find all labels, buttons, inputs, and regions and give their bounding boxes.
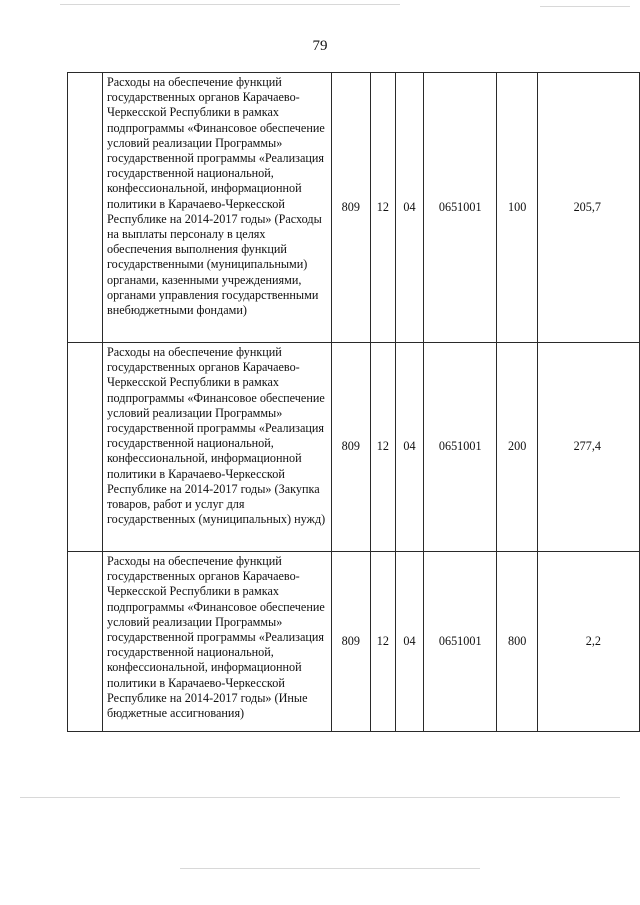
section-code: 12 [370,552,395,732]
amount-value: 205,7 [538,73,640,343]
row-number-cell [68,343,103,552]
expense-description: Расходы на обеспечение функций государственных органов Карачаево-Черкесской Республики в рамках подпрограммы «Финансовое обеспечение условий реализации Программы» государственной программы «Реализация государственной национальной, конфессиональной, информационной политики в Карачаево-Черкесской Республике на 2014-2017 годы» (Иные бюджетные ассигнования) [102,552,331,732]
table-row [68,73,640,343]
ministry-code: 809 [331,552,370,732]
scan-artifact-top-right [540,6,630,7]
row-number-cell [68,73,103,343]
expense-description: Расходы на обеспечение функций государственных органов Карачаево-Черкесской Республики в рамках подпрограммы «Финансовое обеспечение условий реализации Программы» государственной программы «Реализация государственной национальной, конфессиональной, информационной политики в Карачаево-Черкесской Республике на 2014-2017 годы» (Закупка товаров, работ и услуг для государственных (муниципальных) нужд) [102,343,331,552]
target-article-code: 0651001 [424,73,497,343]
page-number: 79 [312,38,328,54]
target-article-code: 0651001 [424,552,497,732]
subsection-code: 04 [395,552,423,732]
table-row [68,343,640,552]
budget-table [67,72,640,732]
subsection-code: 04 [395,73,423,343]
scan-artifact-bottom [20,797,620,798]
amount-value: 2,2 [538,552,640,732]
expense-type-code: 200 [497,343,538,552]
expense-type-code: 100 [497,73,538,343]
ministry-code: 809 [331,343,370,552]
ministry-code: 809 [331,73,370,343]
amount-value: 277,4 [538,343,640,552]
scan-artifact-top [60,4,400,5]
expense-description: Расходы на обеспечение функций государственных органов Карачаево-Черкесской Республики в рамках подпрограммы «Финансовое обеспечение условий реализации Программы» государственной программы «Реализация государственной национальной, конфессиональной, информационной политики в Карачаево-Черкесской Республике на 2014-2017 годы» (Расходы на выплаты персоналу в целях обеспечения выполнения функций государственными (муниципальными) органами, казенными учреждениями, органами управления государственными внебюджетными фондами) [102,73,331,343]
section-code: 12 [370,73,395,343]
target-article-code: 0651001 [424,343,497,552]
table-row [68,552,640,732]
row-number-cell [68,552,103,732]
scan-artifact-footer [180,868,480,869]
section-code: 12 [370,343,395,552]
subsection-code: 04 [395,343,423,552]
expense-type-code: 800 [497,552,538,732]
